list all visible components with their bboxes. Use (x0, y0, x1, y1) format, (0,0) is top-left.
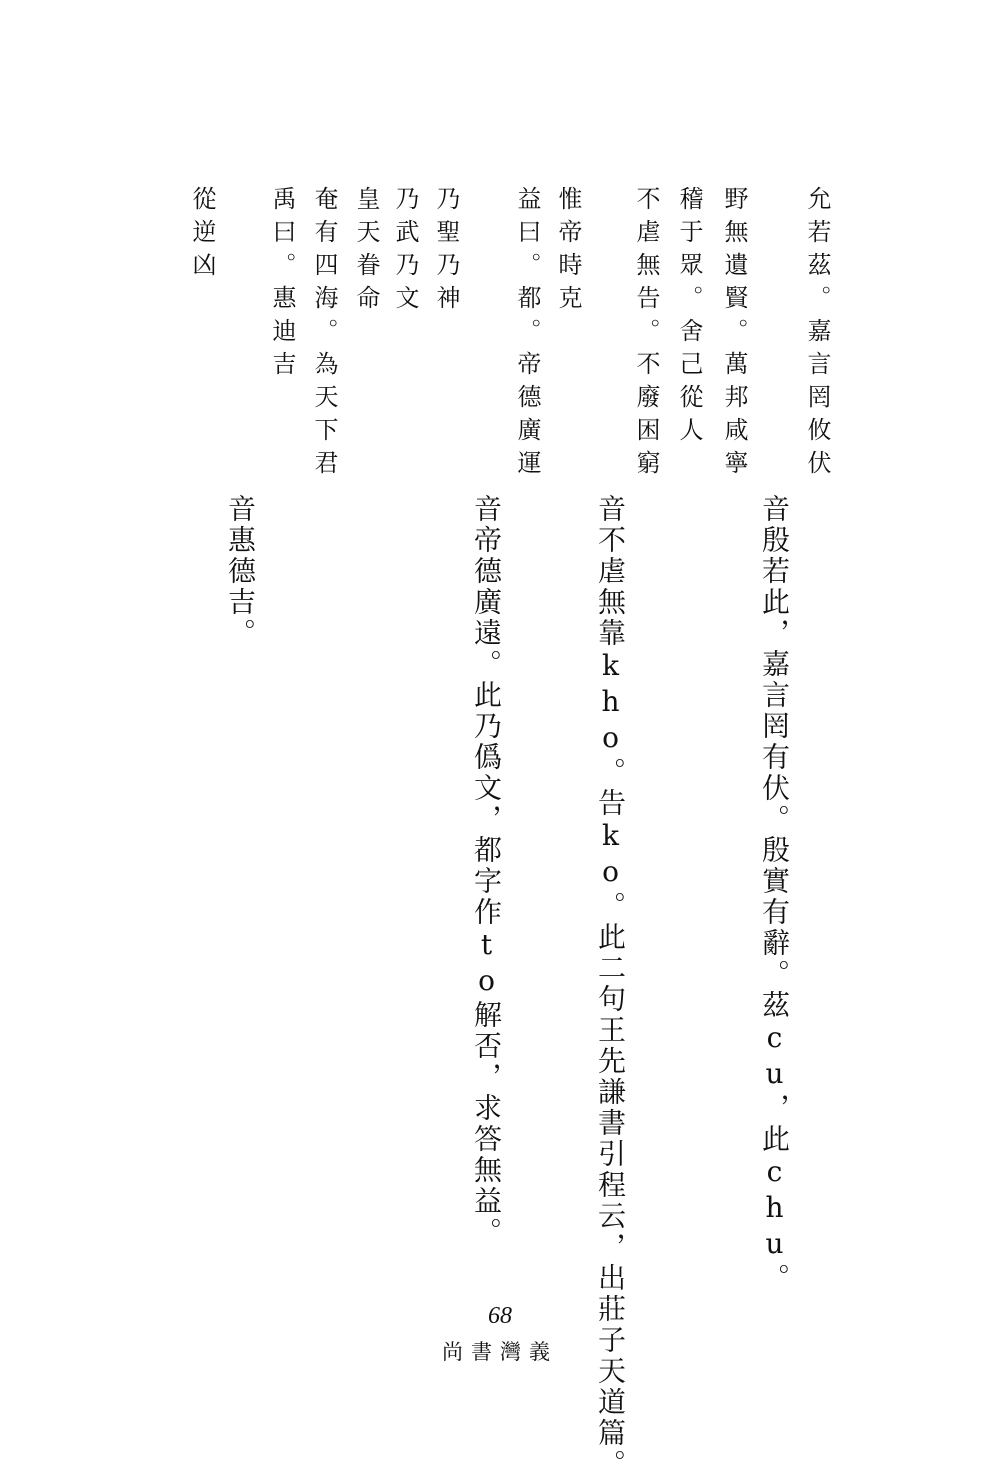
annotation-line: 音惠德吉。 (224, 494, 257, 649)
page-number: 68 (488, 1303, 512, 1329)
original-text-line: 允若茲。嘉言罔攸伏 (803, 186, 831, 483)
original-text-line: 奄有四海。為天下君 (310, 186, 338, 483)
original-text-line: 皇天眷命 (352, 186, 380, 318)
annotation-line: 音殷若此，嘉言罔有伏。殷實有辭。茲cu，此chu。 (758, 494, 791, 1294)
original-text-line: 乃聖乃神 (432, 186, 460, 318)
original-text-line: 乃武乃文 (391, 186, 419, 318)
original-text-line: 稽于眾。舍己從人 (675, 186, 703, 450)
original-text-line: 從逆凶 (188, 186, 216, 285)
original-text-line: 益曰。都。帝德廣運 (513, 186, 541, 483)
original-text-line: 惟帝時克 (554, 186, 582, 318)
original-text-line: 不虐無告。不廢困窮 (632, 186, 660, 483)
original-text-line: 禹曰。惠迪吉 (268, 186, 296, 384)
original-text-line: 野無遺賢。萬邦咸寧 (720, 186, 748, 483)
book-title: 尚書灣義 (442, 1340, 558, 1364)
annotation-line: 音帝德廣遠。此乃僞文，都字作to解否，求答無益。 (470, 494, 503, 1248)
annotation-line: 音不虐無靠kho。告ko。此二句王先謙書引程云，出莊子天道篇。 (594, 494, 627, 1480)
